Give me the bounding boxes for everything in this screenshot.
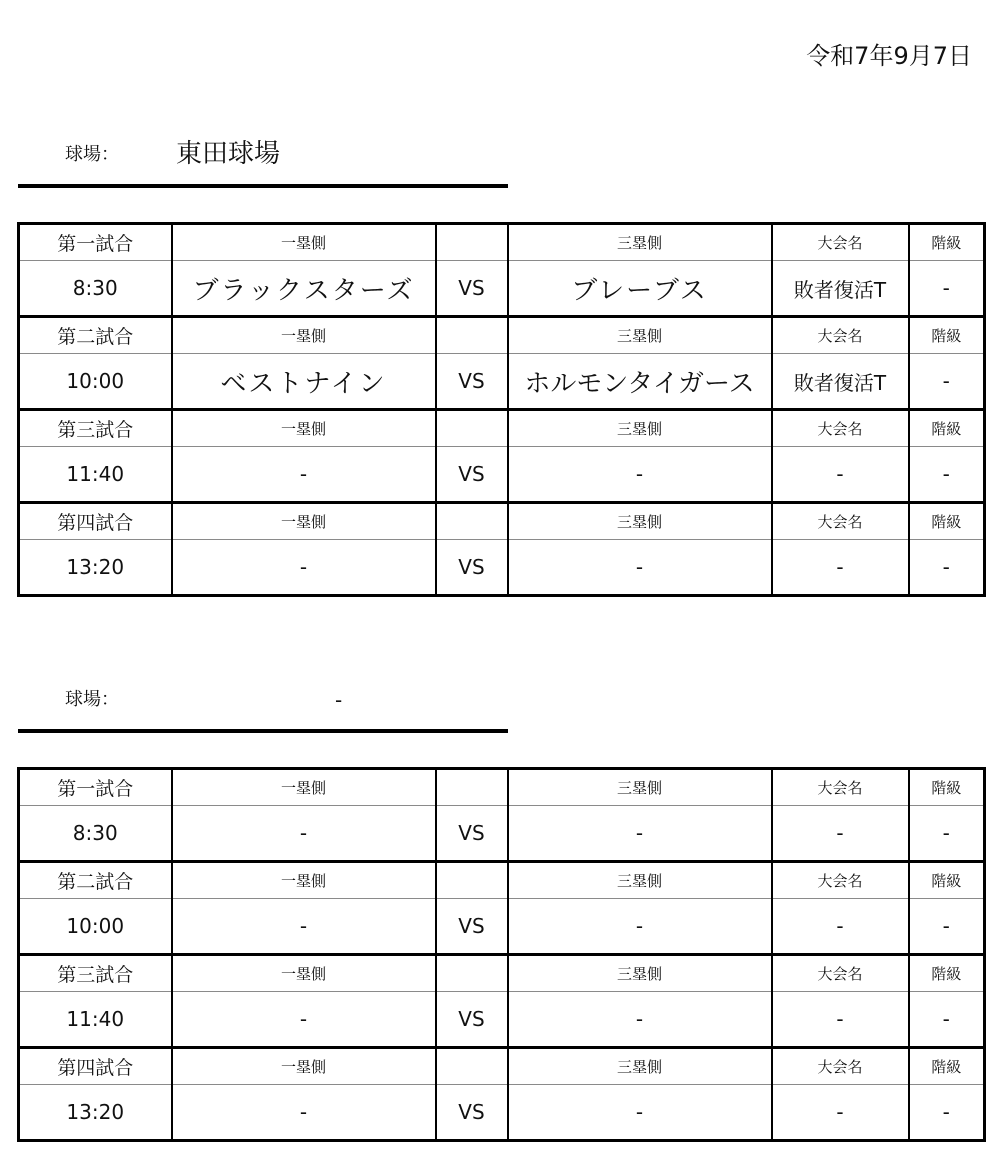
- game-header-row: [19, 317, 985, 354]
- third-base-team: -: [508, 806, 772, 862]
- game-time: 11:40: [19, 447, 172, 503]
- tournament-name: -: [772, 540, 909, 596]
- tournament-name: -: [772, 899, 909, 955]
- game-row: [19, 992, 985, 1048]
- class-header: 階級: [909, 1048, 985, 1085]
- game-header-row: [19, 955, 985, 992]
- class-header: 階級: [909, 955, 985, 992]
- venue-name: -: [335, 688, 343, 712]
- class-header: 階級: [909, 769, 985, 806]
- game-title: 第四試合: [19, 1048, 172, 1085]
- first-base-header: 一塁側: [172, 1048, 436, 1085]
- vs-header-cell: [436, 955, 508, 992]
- game-row: [19, 899, 985, 955]
- vs-header-cell: [436, 862, 508, 899]
- third-base-header: 三塁側: [508, 1048, 772, 1085]
- first-base-team: -: [172, 992, 436, 1048]
- game-time: 13:20: [19, 540, 172, 596]
- game-title: 第四試合: [19, 503, 172, 540]
- game-row: [19, 261, 985, 317]
- game-row: [19, 447, 985, 503]
- schedule-date: 令和7年9月7日: [806, 42, 972, 70]
- venue-underline: [18, 184, 508, 188]
- class-header: 階級: [909, 862, 985, 899]
- game-row: [19, 1085, 985, 1141]
- game-class: -: [909, 354, 985, 410]
- class-header: 階級: [909, 224, 985, 261]
- tournament-header: 大会名: [772, 317, 909, 354]
- game-title: 第二試合: [19, 317, 172, 354]
- third-base-team: -: [508, 1085, 772, 1141]
- game-row: [19, 540, 985, 596]
- game-time: 11:40: [19, 992, 172, 1048]
- tournament-name: -: [772, 806, 909, 862]
- game-class: -: [909, 806, 985, 862]
- first-base-header: 一塁側: [172, 224, 436, 261]
- vs-header-cell: [436, 503, 508, 540]
- first-base-team: -: [172, 540, 436, 596]
- game-time: 10:00: [19, 899, 172, 955]
- game-class: -: [909, 992, 985, 1048]
- venue-name: 東田球場: [176, 139, 281, 169]
- tournament-name: -: [772, 992, 909, 1048]
- vs-header-cell: [436, 224, 508, 261]
- game-title: 第一試合: [19, 769, 172, 806]
- game-class: -: [909, 540, 985, 596]
- tournament-header: 大会名: [772, 503, 909, 540]
- tournament-name: -: [772, 1085, 909, 1141]
- vs-label: VS: [436, 261, 508, 317]
- tournament-name: 敗者復活T: [772, 261, 909, 317]
- third-base-header: 三塁側: [508, 410, 772, 447]
- tournament-header: 大会名: [772, 955, 909, 992]
- first-base-header: 一塁側: [172, 410, 436, 447]
- vs-header-cell: [436, 1048, 508, 1085]
- first-base-team: -: [172, 447, 436, 503]
- vs-label: VS: [436, 447, 508, 503]
- vs-header-cell: [436, 769, 508, 806]
- vs-label: VS: [436, 540, 508, 596]
- game-class: -: [909, 447, 985, 503]
- first-base-header: 一塁側: [172, 503, 436, 540]
- vs-label: VS: [436, 899, 508, 955]
- tournament-header: 大会名: [772, 769, 909, 806]
- tournament-header: 大会名: [772, 224, 909, 261]
- first-base-header: 一塁側: [172, 769, 436, 806]
- first-base-header: 一塁側: [172, 862, 436, 899]
- third-base-team: -: [508, 992, 772, 1048]
- third-base-team: ブレーブス: [508, 261, 772, 317]
- class-header: 階級: [909, 410, 985, 447]
- game-class: -: [909, 1085, 985, 1141]
- first-base-team: -: [172, 806, 436, 862]
- third-base-header: 三塁側: [508, 503, 772, 540]
- vs-label: VS: [436, 1085, 508, 1141]
- game-time: 8:30: [19, 806, 172, 862]
- game-header-row: [19, 769, 985, 806]
- first-base-header: 一塁側: [172, 317, 436, 354]
- game-row: [19, 806, 985, 862]
- game-header-row: [19, 862, 985, 899]
- game-time: 8:30: [19, 261, 172, 317]
- game-title: 第三試合: [19, 410, 172, 447]
- third-base-header: 三塁側: [508, 769, 772, 806]
- first-base-team: ブラックスターズ: [172, 261, 436, 317]
- venue-underline: [18, 729, 508, 733]
- vs-label: VS: [436, 354, 508, 410]
- tournament-name: -: [772, 447, 909, 503]
- game-title: 第三試合: [19, 955, 172, 992]
- game-time: 10:00: [19, 354, 172, 410]
- game-row: [19, 354, 985, 410]
- third-base-header: 三塁側: [508, 317, 772, 354]
- schedule-table: [17, 767, 986, 1142]
- game-time: 13:20: [19, 1085, 172, 1141]
- venue-label: 球場：: [65, 144, 119, 165]
- vs-label: VS: [436, 806, 508, 862]
- tournament-name: 敗者復活T: [772, 354, 909, 410]
- game-title: 第二試合: [19, 862, 172, 899]
- game-header-row: [19, 1048, 985, 1085]
- game-header-row: [19, 503, 985, 540]
- third-base-team: -: [508, 447, 772, 503]
- first-base-header: 一塁側: [172, 955, 436, 992]
- tournament-header: 大会名: [772, 410, 909, 447]
- game-class: -: [909, 261, 985, 317]
- venue-label: 球場：: [65, 689, 119, 710]
- schedule-table: [17, 222, 986, 597]
- first-base-team: -: [172, 1085, 436, 1141]
- third-base-header: 三塁側: [508, 224, 772, 261]
- tournament-header: 大会名: [772, 862, 909, 899]
- class-header: 階級: [909, 503, 985, 540]
- third-base-header: 三塁側: [508, 862, 772, 899]
- game-header-row: [19, 224, 985, 261]
- third-base-team: -: [508, 540, 772, 596]
- tournament-header: 大会名: [772, 1048, 909, 1085]
- vs-header-cell: [436, 317, 508, 354]
- game-class: -: [909, 899, 985, 955]
- third-base-team: -: [508, 899, 772, 955]
- game-title: 第一試合: [19, 224, 172, 261]
- vs-label: VS: [436, 992, 508, 1048]
- class-header: 階級: [909, 317, 985, 354]
- first-base-team: ベストナイン: [172, 354, 436, 410]
- first-base-team: -: [172, 899, 436, 955]
- third-base-header: 三塁側: [508, 955, 772, 992]
- vs-header-cell: [436, 410, 508, 447]
- game-header-row: [19, 410, 985, 447]
- third-base-team: ホルモンタイガース: [508, 354, 772, 410]
